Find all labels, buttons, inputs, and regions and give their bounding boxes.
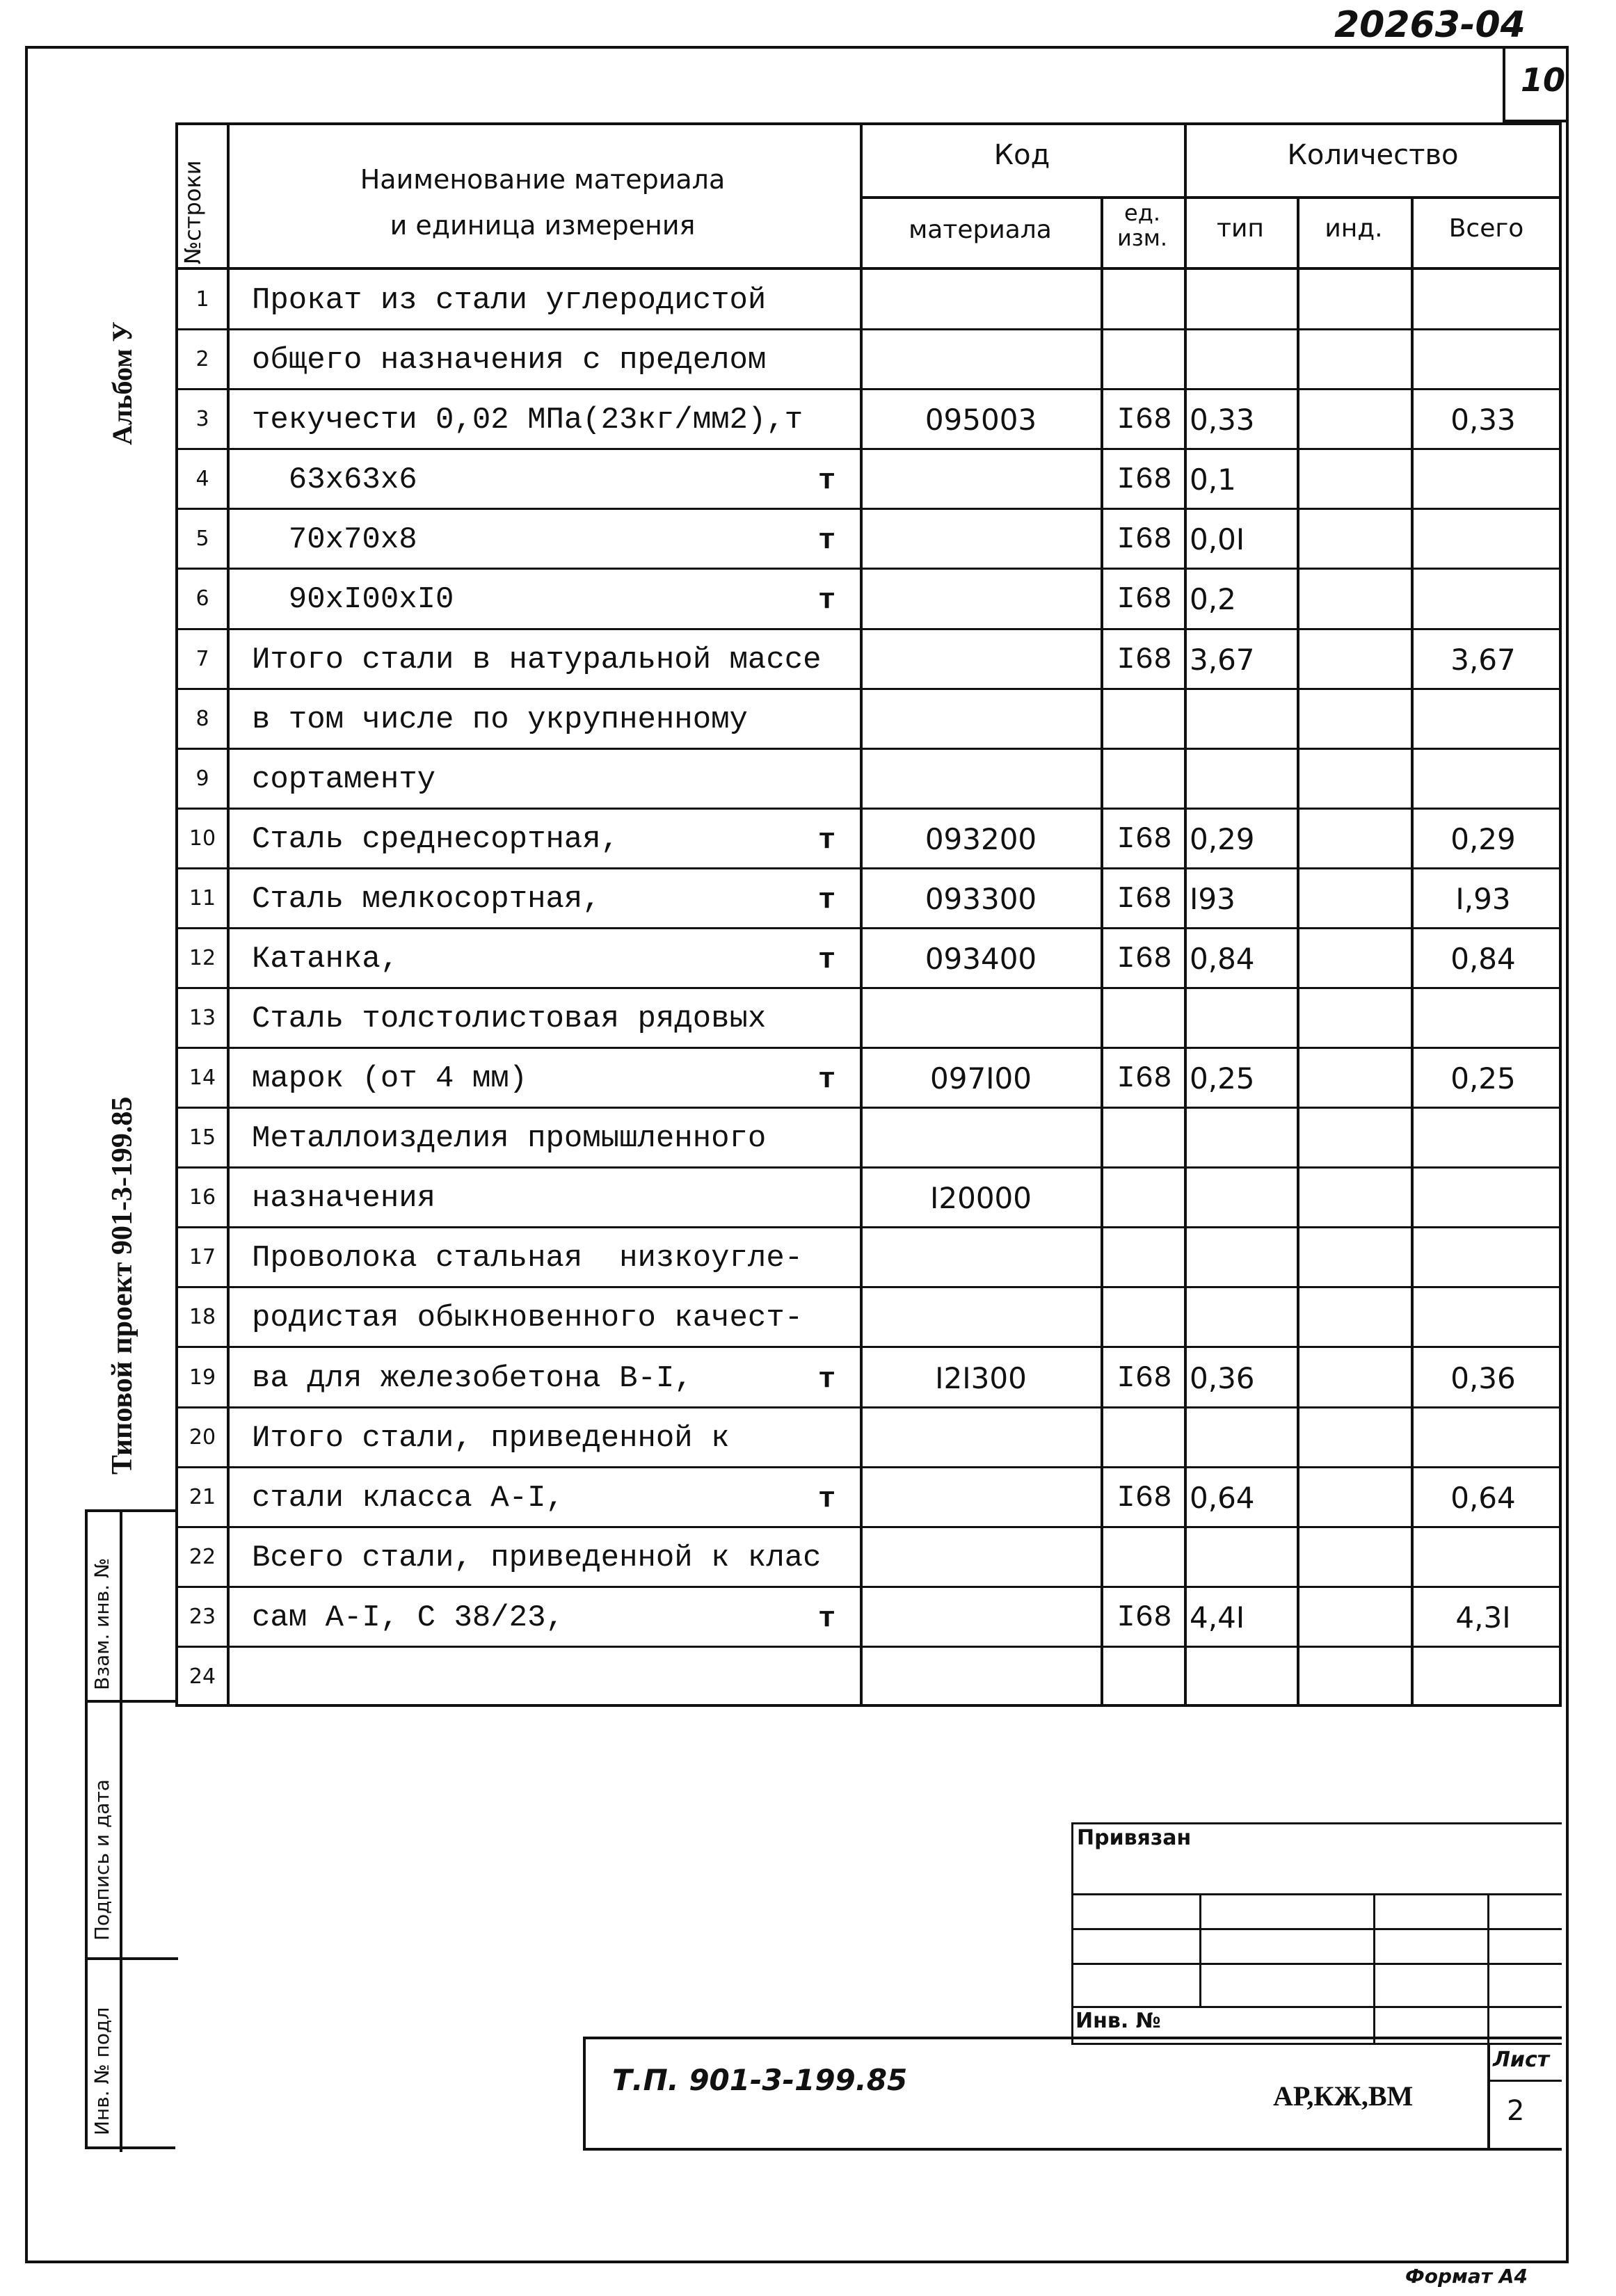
- row-unit-code: I68: [1117, 1361, 1172, 1396]
- row-line: [175, 1226, 1562, 1228]
- side-field-vzam-inv: Взам. инв. №: [90, 1557, 113, 1690]
- row-line: [175, 328, 1562, 330]
- row-line: [175, 927, 1562, 929]
- row-qty-total: 0,29: [1450, 822, 1516, 856]
- bound-label: Привязан: [1077, 1826, 1192, 1850]
- row-line: [175, 987, 1562, 989]
- row-name: Проволока стальная низкоугле-: [252, 1241, 803, 1276]
- format-label: Формат А4: [1405, 2265, 1528, 2288]
- row-line: [175, 1346, 1562, 1348]
- row-unit-code: I68: [1117, 882, 1172, 917]
- row-material-code: 095003: [925, 403, 1037, 437]
- row-line: [175, 448, 1562, 450]
- row-name: Прокат из стали углеродистой: [252, 283, 767, 318]
- header-q-type: тип: [1217, 214, 1264, 243]
- row-number: 17: [189, 1245, 216, 1269]
- row-name: родистая обыкновенного качест-: [252, 1301, 803, 1335]
- stamp-designation-text: Т.П. 901-3-199.85: [612, 2063, 908, 2097]
- row-unit: т: [818, 524, 836, 557]
- stamp-marks: АР,КЖ,ВМ: [1273, 2080, 1414, 2112]
- row-qty-total: 0,64: [1450, 1481, 1516, 1515]
- row-qty-type: 0,64: [1190, 1481, 1255, 1515]
- row-line: [175, 388, 1562, 390]
- row-name: Катанка,: [252, 942, 399, 977]
- row-unit: т: [818, 1602, 836, 1635]
- row-name: назначения: [252, 1181, 436, 1216]
- row-unit-code: I68: [1117, 522, 1172, 557]
- row-name: ва для железобетона В-I,: [252, 1361, 693, 1396]
- header-q-ind: инд.: [1325, 214, 1383, 243]
- row-material-code: I2I300: [935, 1361, 1027, 1395]
- header-code-unit: ед. изм.: [1117, 200, 1168, 251]
- row-number: 9: [195, 766, 209, 791]
- row-number: 21: [189, 1485, 216, 1509]
- row-name: Металлоизделия промышленного: [252, 1121, 767, 1156]
- stamp-sheet-number: 2: [1507, 2095, 1525, 2127]
- row-line: [175, 568, 1562, 570]
- row-number: 2: [195, 347, 209, 371]
- row-number: 5: [195, 527, 209, 551]
- row-qty-total: 0,25: [1450, 1061, 1516, 1095]
- col-line-unit: [1184, 122, 1187, 1707]
- row-unit-code: I68: [1117, 1061, 1172, 1096]
- side-field-inv-podl: Инв. № подл: [90, 2007, 113, 2135]
- col-line-type: [1297, 196, 1299, 1707]
- row-qty-total: 0,84: [1450, 942, 1516, 976]
- row-unit: т: [818, 584, 836, 617]
- row-number: 20: [189, 1425, 216, 1450]
- row-number: 23: [189, 1605, 216, 1629]
- row-qty-type: 0,36: [1190, 1361, 1255, 1395]
- row-unit: т: [818, 824, 836, 857]
- row-number: 3: [195, 407, 209, 431]
- row-unit: т: [818, 464, 836, 497]
- row-qty-type: 0,33: [1190, 403, 1255, 437]
- row-qty-total: 4,3I: [1455, 1600, 1511, 1635]
- row-unit: т: [818, 1063, 836, 1096]
- row-unit-code: I68: [1117, 1600, 1172, 1635]
- header-row-no: №строки: [179, 160, 206, 264]
- row-number: 12: [189, 946, 216, 970]
- side-field-signature-date: Подпись и дата: [90, 1779, 113, 1941]
- row-number: 16: [189, 1185, 216, 1210]
- row-unit-code: I68: [1117, 822, 1172, 857]
- row-number: 6: [195, 586, 209, 611]
- stamp-sheet-label: Лист: [1493, 2048, 1550, 2072]
- row-line: [175, 1047, 1562, 1049]
- side-project-label: Типовой проект 901-3-199.85: [106, 1096, 138, 1475]
- row-unit-code: I68: [1117, 643, 1172, 677]
- row-material-code: 093400: [925, 942, 1037, 976]
- row-number: 19: [189, 1365, 216, 1390]
- row-qty-type: 0,84: [1190, 942, 1255, 976]
- row-qty-type: 3,67: [1190, 643, 1255, 677]
- row-line: [175, 808, 1562, 810]
- row-name: 63х63х6: [252, 463, 417, 497]
- row-line: [175, 1646, 1562, 1648]
- row-line: [175, 508, 1562, 510]
- row-name: стали класса А-I,: [252, 1481, 564, 1516]
- row-name: Всего стали, приведенной к клас: [252, 1541, 822, 1575]
- row-name: Итого стали в натуральной массе: [252, 643, 822, 677]
- row-name: сам А-I, С 38/23,: [252, 1600, 564, 1635]
- row-line: [175, 1466, 1562, 1468]
- row-unit-code: I68: [1117, 463, 1172, 497]
- corner-sheet-box: [1503, 46, 1569, 122]
- row-unit-code: I68: [1117, 942, 1172, 977]
- row-number: 8: [195, 707, 209, 731]
- header-quantity: Количество: [1287, 139, 1459, 171]
- row-line: [175, 628, 1562, 630]
- row-unit: т: [818, 883, 836, 917]
- doc-number: 20263-04: [1334, 4, 1526, 46]
- row-line: [175, 1166, 1562, 1169]
- row-name: марок (от 4 мм): [252, 1061, 528, 1096]
- row-qty-type: 0,0I: [1190, 522, 1245, 556]
- stamp-designation: [612, 2063, 907, 2098]
- row-number: 4: [195, 467, 209, 491]
- row-name: общего назначения с пределом: [252, 343, 767, 378]
- col-line-rowno: [227, 122, 230, 1707]
- row-line: [175, 748, 1562, 750]
- row-name: Сталь среднесортная,: [252, 822, 620, 857]
- row-number: 24: [189, 1664, 216, 1689]
- row-material-code: 093200: [925, 822, 1037, 856]
- row-number: 7: [195, 647, 209, 671]
- row-qty-total: I,93: [1455, 882, 1511, 916]
- row-line: [175, 688, 1562, 690]
- row-name: 90хI00хI0: [252, 582, 454, 617]
- row-material-code: I20000: [930, 1181, 1032, 1215]
- corner-sheet-number: 10: [1521, 61, 1566, 99]
- row-unit: т: [818, 1482, 836, 1516]
- row-qty-type: 0,2: [1190, 582, 1236, 616]
- row-unit: т: [818, 1363, 836, 1396]
- row-material-code: 093300: [925, 882, 1037, 916]
- row-number: 22: [189, 1545, 216, 1569]
- row-unit-code: I68: [1117, 1481, 1172, 1516]
- row-material-code: 097I00: [930, 1061, 1032, 1095]
- row-qty-total: 0,36: [1450, 1361, 1516, 1395]
- row-name: текучести 0,02 МПа(23кг/мм2),т: [252, 403, 803, 437]
- row-number: 18: [189, 1305, 216, 1329]
- row-line: [175, 1286, 1562, 1288]
- header-code-material: материала: [909, 216, 1052, 244]
- row-unit: т: [818, 943, 836, 977]
- row-qty-type: 0,29: [1190, 822, 1255, 856]
- row-name: 70х70х8: [252, 522, 417, 557]
- row-line: [175, 867, 1562, 869]
- row-qty-type: 0,1: [1190, 463, 1236, 497]
- row-line: [175, 1526, 1562, 1528]
- row-number: 14: [189, 1066, 216, 1090]
- row-qty-total: 0,33: [1450, 403, 1516, 437]
- row-name: в том числе по укрупненному: [252, 703, 748, 737]
- row-qty-type: I93: [1190, 882, 1235, 916]
- row-name: Сталь толстолистовая рядовых: [252, 1002, 767, 1036]
- row-number: 13: [189, 1006, 216, 1030]
- row-qty-type: 0,25: [1190, 1061, 1255, 1095]
- row-number: 1: [195, 287, 209, 312]
- row-unit-code: I68: [1117, 582, 1172, 617]
- row-line: [175, 1586, 1562, 1588]
- row-name: сортаменту: [252, 762, 436, 797]
- row-unit-code: I68: [1117, 403, 1172, 437]
- row-qty-total: 3,67: [1450, 643, 1516, 677]
- row-line: [175, 1406, 1562, 1408]
- header-code: Код: [993, 139, 1050, 171]
- row-name: Итого стали, приведенной к: [252, 1421, 730, 1456]
- col-line-mat: [1101, 196, 1103, 1707]
- header-name: Наименование материала и единица измерения: [360, 164, 726, 241]
- row-name: Сталь мелкосортная,: [252, 882, 601, 917]
- row-number: 10: [189, 826, 216, 851]
- inv-no-label: Инв. №: [1075, 2009, 1161, 2033]
- row-line: [175, 1107, 1562, 1109]
- row-qty-type: 4,4I: [1190, 1600, 1245, 1635]
- col-line-name: [860, 122, 863, 1707]
- side-album-label: Альбом У: [106, 321, 138, 445]
- row-number: 11: [189, 886, 216, 910]
- header-q-total: Всего: [1448, 214, 1524, 243]
- row-number: 15: [189, 1125, 216, 1150]
